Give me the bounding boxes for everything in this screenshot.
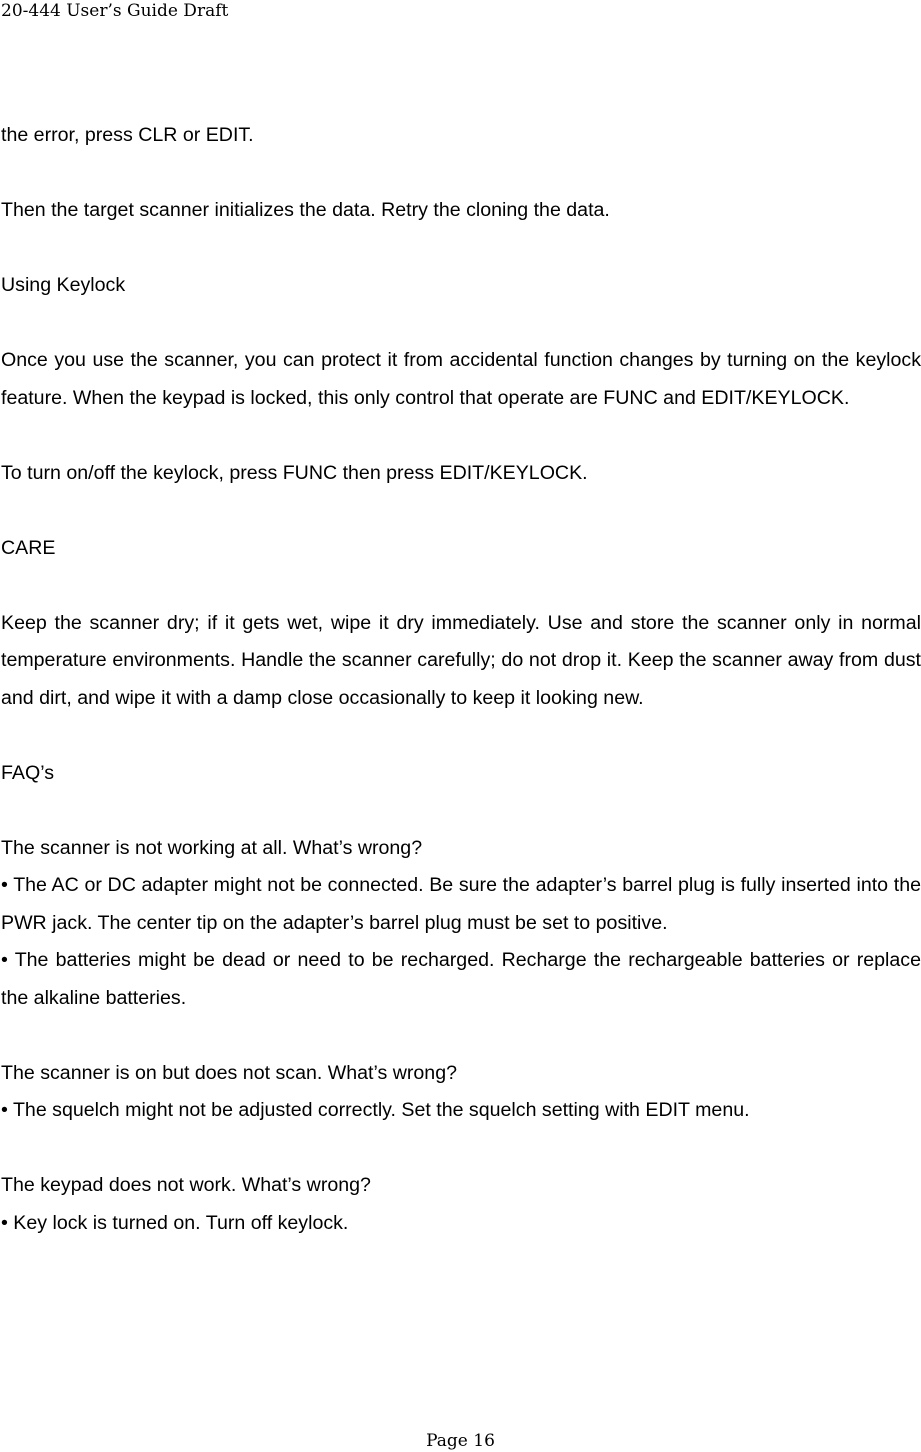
document-body: [1, 117, 921, 1242]
paragraph-care-description: Keep the scanner dry; if it gets wet, wipe it dry immediately. Use and store the scanner only in normal temperature environments. Handle the scanner carefully; do not drop it. Keep the scanner away from dust and dirt, and wipe it with a damp close occasionally to keep it looking new.: [1, 611, 921, 709]
page-number: Page 16: [426, 1431, 495, 1451]
paragraph-gap: [1, 230, 921, 268]
page-header: 20-444 User’s Guide Draft: [1, 1, 229, 21]
faq-answer: • The squelch might not be adjusted correctly. Set the squelch setting with EDIT menu.: [1, 1099, 750, 1121]
heading-using-keylock: Using Keylock: [1, 274, 126, 296]
paragraph-gap: [1, 717, 921, 755]
paragraph-gap: [1, 492, 921, 530]
paragraph-gap: [1, 792, 921, 830]
paragraph-keylock-toggle: To turn on/off the keylock, press FUNC then press EDIT/KEYLOCK.: [1, 461, 588, 484]
faq-answer: • Key lock is turned on. Turn off keylock.: [1, 1211, 349, 1234]
paragraph-gap: [1, 567, 921, 605]
faq-answer: • The AC or DC adapter might not be connected. Be sure the adapter’s barrel plug is fully inserted into the PWR jack. The center tip on the adapter’s barrel plug must be set to positive.: [1, 874, 921, 934]
paragraph-initialize: Then the target scanner initializes the data. Retry the cloning the data.: [1, 199, 610, 221]
faq-answer: • The batteries might be dead or need to be recharged. Recharge the rechargeable batteries or replace the alkaline batteries.: [1, 949, 921, 1009]
heading-care: CARE: [1, 536, 56, 559]
heading-faq: FAQ’s: [1, 761, 54, 784]
paragraph-gap: [1, 1130, 921, 1168]
faq-question: The scanner is not working at all. What’s wrong?: [1, 836, 423, 859]
paragraph-gap: [1, 305, 921, 343]
faq-question: The keypad does not work. What’s wrong?: [1, 1174, 371, 1196]
paragraph-gap: [1, 155, 921, 193]
faq-question: The scanner is on but does not scan. What’s wrong?: [1, 1061, 457, 1084]
paragraph-gap: [1, 1017, 921, 1055]
paragraph-keylock-description: Once you use the scanner, you can protect it from accidental function changes by turning on the keylock feature. When the keypad is locked, this only control that operate are FUNC and EDIT/KEYLOCK.: [1, 349, 921, 409]
paragraph-gap: [1, 417, 921, 455]
paragraph-error-continuation: the error, press CLR or EDIT.: [1, 124, 254, 146]
